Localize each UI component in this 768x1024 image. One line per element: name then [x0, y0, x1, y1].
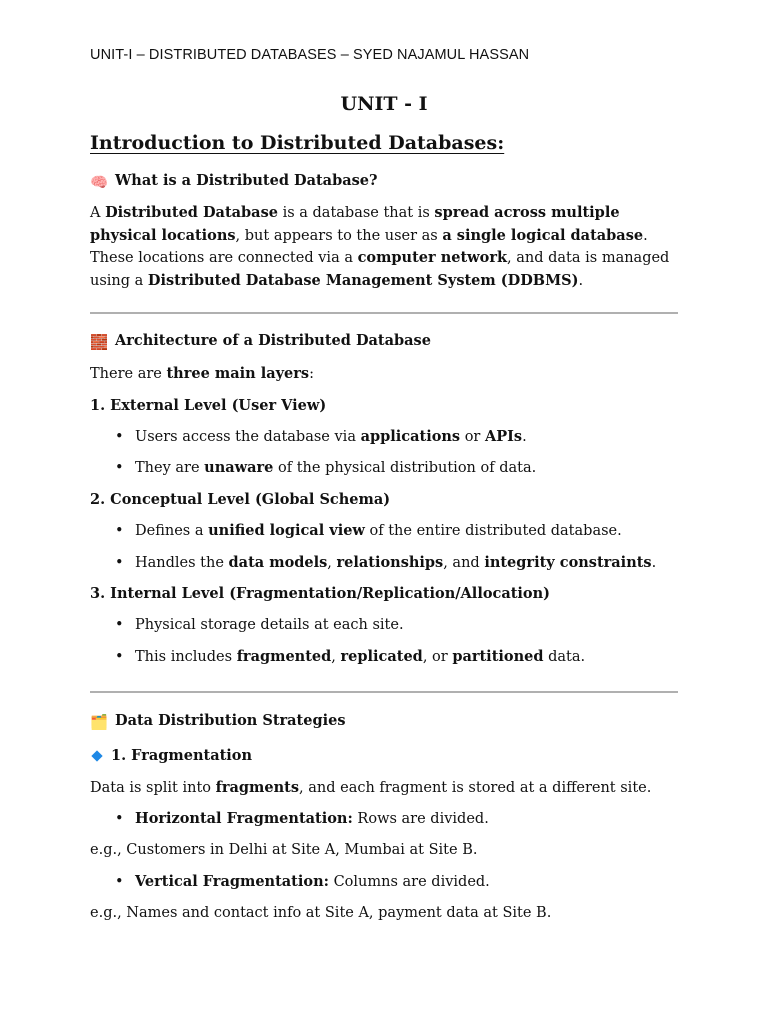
section-heading-strategies: [90, 712, 346, 731]
level-3-title: 3. Internal Level (Fragmentation/Replication/Allocation): [90, 585, 550, 602]
list-item: • Physical storage details at each site.: [115, 617, 404, 633]
section-heading-what-is: [90, 172, 378, 191]
bricks-icon: 🧱: [90, 334, 109, 351]
fragmentation-lead: Data is split into fragments, and each fragment is stored at a different site.: [90, 779, 652, 796]
section-heading-architecture: [90, 332, 431, 351]
divider: [90, 312, 678, 314]
example-vertical: e.g., Names and contact info at Site A, payment data at Site B.: [90, 905, 552, 921]
diamond-icon: [91, 750, 102, 761]
folder-icon: 🗂️: [90, 714, 109, 731]
level-1-title: 1. External Level (User View): [90, 397, 327, 414]
heading-text: Architecture of a Distributed Database: [115, 332, 431, 349]
list-item: • Users access the database via applications or APIs.: [115, 428, 527, 445]
list-item: • Vertical Fragmentation: Columns are divided.: [115, 873, 490, 890]
list-item: • Handles the data models, relationships, and integrity constraints.: [115, 554, 657, 571]
list-item: • Defines a unified logical view of the entire distributed database.: [115, 522, 622, 539]
brain-icon: 🧠: [90, 174, 109, 191]
heading-text: What is a Distributed Database?: [115, 172, 378, 189]
heading-text: Data Distribution Strategies: [115, 712, 346, 729]
subheading-fragmentation: 1. Fragmentation: [90, 747, 252, 764]
architecture-lead: There are three main layers:: [90, 365, 314, 382]
main-title: Introduction to Distributed Databases:: [90, 132, 505, 154]
list-item: • Horizontal Fragmentation: Rows are divided.: [115, 810, 489, 827]
example-horizontal: e.g., Customers in Delhi at Site A, Mumbai at Site B.: [90, 842, 478, 858]
level-2-title: 2. Conceptual Level (Global Schema): [90, 491, 391, 508]
list-item: • This includes fragmented, replicated, or partitioned data.: [115, 648, 586, 665]
divider: [90, 691, 678, 693]
running-header: UNIT-I – DISTRIBUTED DATABASES – SYED NAJAMUL HASSAN: [90, 47, 530, 63]
intro-paragraph: A Distributed Database is a database that is spread across multiple physical locations, but appears to the user as a single logical database. These locations are connected via a computer network, and data is managed using a Distributed Database Management System (DDBMS).: [90, 204, 670, 289]
unit-title: UNIT - I: [340, 93, 428, 115]
list-item: • They are unaware of the physical distribution of data.: [115, 459, 537, 476]
